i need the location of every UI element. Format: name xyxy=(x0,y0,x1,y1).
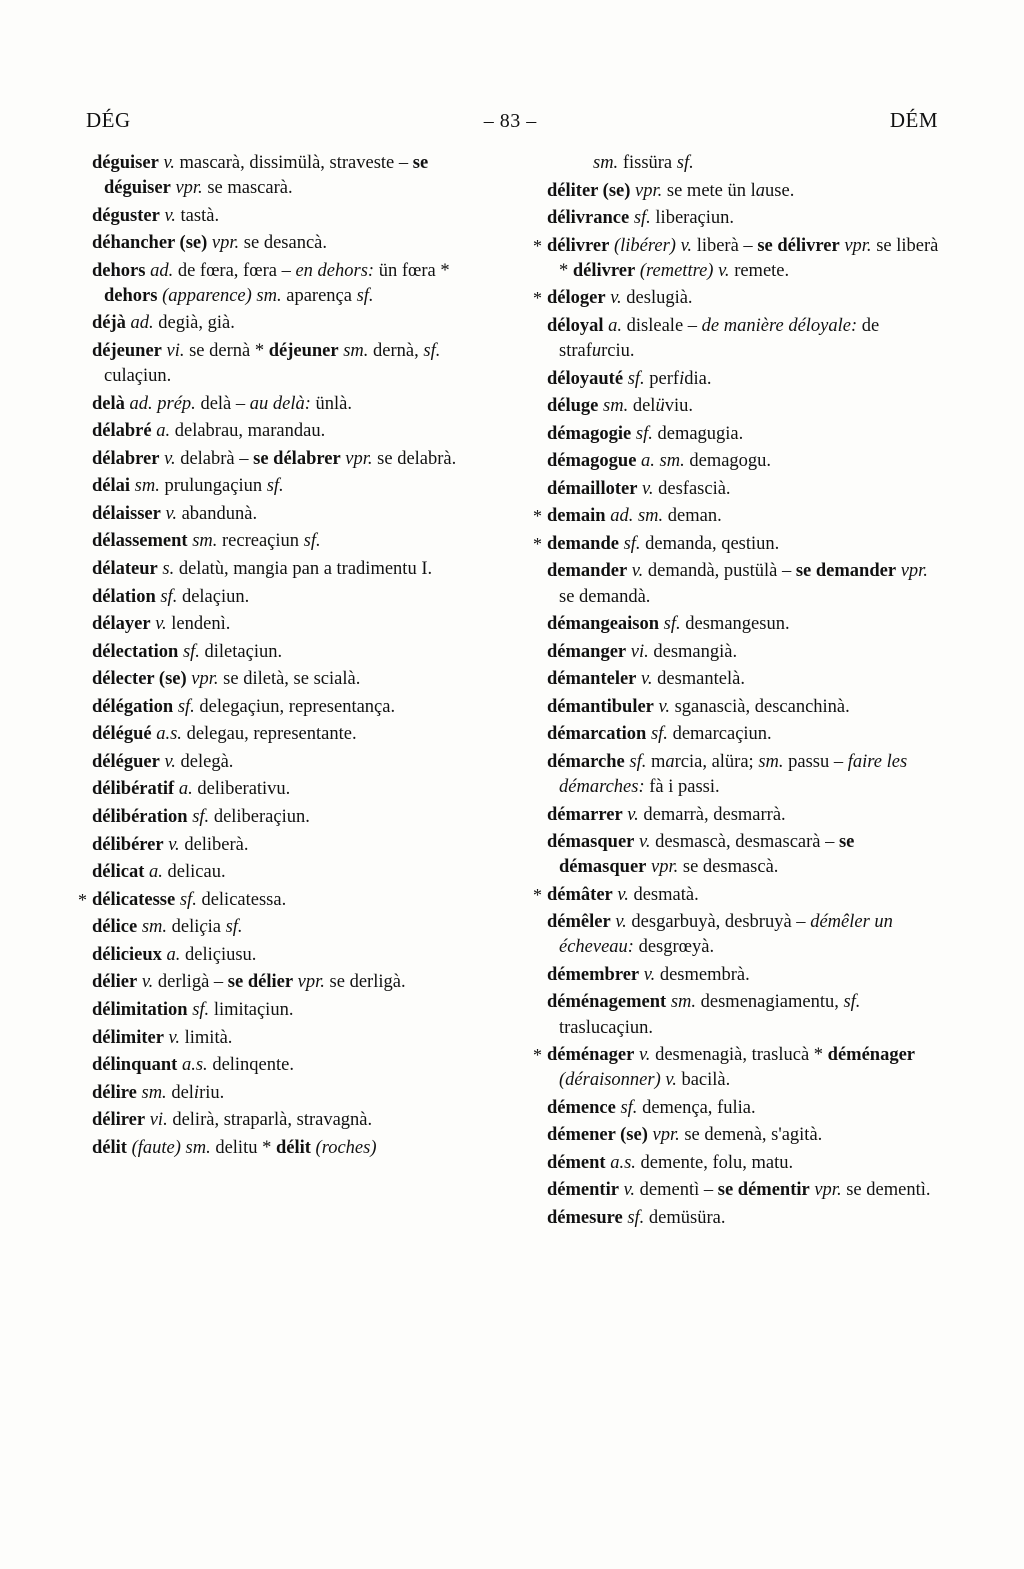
entry-text: délai sm. prulungaçiun sf. xyxy=(92,476,284,497)
entry-text: délabrer v. delabrà – se délabrer vpr. se delabrà. xyxy=(92,448,457,469)
entry-text: délibérer v. deliberà. xyxy=(92,834,249,855)
entry-text: démarrer v. demarrà, desmarrà. xyxy=(547,804,786,825)
dictionary-entry xyxy=(78,447,491,472)
dictionary-entry xyxy=(78,612,491,637)
entry-text: démener (se) vpr. se demenà, s'agità. xyxy=(547,1125,823,1146)
dictionary-entry xyxy=(533,449,946,474)
entry-text: déloger v. deslugià. xyxy=(547,288,693,309)
running-head-right: DÉM xyxy=(889,108,938,132)
entry-star-marker: * xyxy=(533,1045,542,1066)
entry-text: délégué a.s. delegau, representante. xyxy=(92,724,357,745)
dictionary-entry xyxy=(78,1081,491,1106)
dictionary-entry xyxy=(533,1096,946,1121)
columns-container xyxy=(78,151,946,1234)
dictionary-entry xyxy=(533,477,946,502)
entry-text: délibération sf. deliberaçiun. xyxy=(92,807,310,827)
entry-star-marker: * xyxy=(533,235,542,256)
entry-text: délation sf. delaçiun. xyxy=(92,586,250,607)
dictionary-entry xyxy=(533,612,946,637)
entry-text: délier v. derligà – se délier vpr. se derligà. xyxy=(92,972,406,993)
dictionary-entry xyxy=(533,830,946,880)
dictionary-entry xyxy=(533,722,946,747)
entry-text: démembrer v. desmembrà. xyxy=(547,964,750,985)
entry-text: démanteler v. desmantelà. xyxy=(547,669,745,690)
entry-text: déménager v. desmenagià, traslucà * déménager (déraisonner) v. bacilà. xyxy=(547,1045,916,1091)
entry-star-marker: * xyxy=(533,506,542,527)
entry-text: démentir v. dementì – se démentir vpr. se dementì. xyxy=(547,1180,931,1201)
entry-star-marker: * xyxy=(78,889,87,910)
dictionary-entry xyxy=(533,990,946,1040)
dictionary-entry xyxy=(78,777,491,802)
entry-text: délice sm. deliçia sf. xyxy=(92,917,243,938)
dictionary-entry xyxy=(533,803,946,828)
dictionary-entry xyxy=(78,502,491,527)
entry-text: délectation sf. diletaçiun. xyxy=(92,641,283,662)
entry-text: démêler v. desgarbuyà, desbruyà – démêler un écheveau: desgrœyà. xyxy=(547,912,893,958)
entry-text: déguster v. tastà. xyxy=(92,205,220,226)
running-head-left: DÉG xyxy=(86,108,131,132)
entry-text: délayer v. lendenì. xyxy=(92,614,231,635)
entry-text: démanger vi. desmangià. xyxy=(547,641,738,662)
entry-text: délivrance sf. liberaçiun. xyxy=(547,208,735,229)
entry-star-marker: * xyxy=(533,533,542,554)
entry-text: délecter (se) vpr. se diletà, se scialà. xyxy=(92,669,361,690)
dictionary-entry xyxy=(78,311,491,336)
dictionary-entry xyxy=(78,943,491,968)
entry-text: délégation sf. delegaçiun, representança. xyxy=(92,696,396,717)
entry-text: délit (faute) sm. delitu * délit (roches) xyxy=(92,1137,377,1158)
entry-text: déjà ad. degià, già. xyxy=(92,313,235,334)
dictionary-entry xyxy=(78,392,491,417)
dictionary-entry xyxy=(78,915,491,940)
dictionary-entry xyxy=(533,559,946,609)
entry-text: démailloter v. desfascià. xyxy=(547,478,731,499)
entry-text: délicieux a. deliçiusu. xyxy=(92,944,257,965)
running-head xyxy=(78,108,946,133)
dictionary-entry xyxy=(533,179,946,204)
entry-text: démesure sf. demüsüra. xyxy=(547,1207,726,1228)
dictionary-entry xyxy=(78,998,491,1023)
dictionary-entry xyxy=(533,1178,946,1203)
dictionary-entry xyxy=(78,1136,491,1161)
dictionary-entry xyxy=(78,151,491,201)
dictionary-entry xyxy=(78,750,491,775)
dictionary-entry xyxy=(533,314,946,364)
entry-text: délateur s. delatù, mangia pan a tradimentu I. xyxy=(92,558,433,579)
dictionary-entry xyxy=(533,640,946,665)
entry-text: déménagement sm. desmenagiamentu, sf. traslucaçiun. xyxy=(547,992,861,1038)
dictionary-entry xyxy=(533,1123,946,1148)
dictionary-entry xyxy=(533,883,946,908)
entry-text: délaisser v. abandunà. xyxy=(92,503,258,524)
dictionary-entry xyxy=(78,1026,491,1051)
dictionary-entry xyxy=(78,805,491,830)
entry-text: démarche sf. marcia, alüra; sm. passu – faire les démarches: fà i passi. xyxy=(547,751,908,797)
entry-text: déluge sm. delüviu. xyxy=(547,396,693,417)
dictionary-entry xyxy=(78,888,491,913)
entry-text: démasquer v. desmascà, desmascarà – se démasquer vpr. se desmascà. xyxy=(547,832,855,878)
page-number: – 83 – xyxy=(483,110,537,132)
entry-text: déhancher (se) vpr. se desancà. xyxy=(92,233,327,254)
dictionary-entry xyxy=(533,234,946,284)
entry-text: delà ad. prép. delà – au delà: ünlà. xyxy=(92,393,352,414)
dictionary-entry xyxy=(533,750,946,800)
entry-text: demain ad. sm. deman. xyxy=(547,506,722,527)
dictionary-entry xyxy=(533,695,946,720)
entry-text: démagogie sf. demagugia. xyxy=(547,423,744,444)
entry-text: démâter v. desmatà. xyxy=(547,884,699,905)
entry-text: dément a.s. demente, folu, matu. xyxy=(547,1152,794,1173)
entry-text: délassement sm. recreaçiun sf. xyxy=(92,531,321,552)
entry-text: délabré a. delabrau, marandau. xyxy=(92,421,326,442)
entry-text: démantibuler v. sganascià, descanchinà. xyxy=(547,696,850,717)
dictionary-entry xyxy=(533,1206,946,1231)
entry-text: dehors ad. de fœra, fœra – en dehors: ün fœra * dehors (apparence) sm. aparença sf. xyxy=(92,260,450,306)
dictionary-entry xyxy=(78,640,491,665)
entry-text: délibératif a. deliberativu. xyxy=(92,779,291,800)
dictionary-entry xyxy=(533,367,946,392)
dictionary-entry xyxy=(533,206,946,231)
entry-text: délivrer (libérer) v. liberà – se délivrer vpr. se liberà * délivrer (remettre) v. remete. xyxy=(547,235,939,281)
entry-text: demander v. demandà, pustülà – se demander vpr. se demandà. xyxy=(547,561,928,607)
dictionary-entry xyxy=(533,1151,946,1176)
dictionary-entry xyxy=(78,667,491,692)
entry-text: déloyal a. disleale – de manière déloyale: de strafurciu. xyxy=(547,315,880,361)
dictionary-entry xyxy=(78,231,491,256)
dictionary-entry xyxy=(533,151,946,176)
dictionary-entry xyxy=(78,419,491,444)
entry-text: déliter (se) vpr. se mete ün lause. xyxy=(547,180,795,201)
entry-text: délire sm. deliriu. xyxy=(92,1082,225,1103)
entry-text: sm. fissüra sf. xyxy=(593,153,694,173)
entry-star-marker: * xyxy=(533,884,542,905)
dictionary-entry xyxy=(78,529,491,554)
dictionary-entry xyxy=(533,504,946,529)
entry-text: délicatesse sf. delicatessa. xyxy=(92,889,287,910)
entry-text: délirer vi. delirà, straparlà, stravagnà. xyxy=(92,1110,373,1131)
dictionary-entry xyxy=(533,667,946,692)
dictionary-entry xyxy=(533,910,946,960)
entry-text: déjeuner vi. se dernà * déjeuner sm. dernà, sf. culaçiun. xyxy=(92,340,441,386)
dictionary-entry xyxy=(78,1108,491,1133)
entry-text: délimiter v. limità. xyxy=(92,1027,233,1048)
dictionary-entry xyxy=(533,286,946,311)
entry-text: déléguer v. delegà. xyxy=(92,751,234,772)
dictionary-entry xyxy=(533,532,946,557)
dictionary-entry xyxy=(533,394,946,419)
dictionary-entry xyxy=(78,557,491,582)
dictionary-entry xyxy=(78,204,491,229)
dictionary-entry xyxy=(533,1043,946,1093)
entry-text: déloyauté sf. perfidia. xyxy=(547,368,712,389)
dictionary-entry xyxy=(78,1053,491,1078)
dictionary-entry xyxy=(78,339,491,389)
dictionary-entry xyxy=(78,695,491,720)
dictionary-entry xyxy=(533,422,946,447)
entry-text: délicat a. delicau. xyxy=(92,862,226,883)
dictionary-entry xyxy=(533,963,946,988)
column-right xyxy=(533,151,946,1234)
column-left xyxy=(78,151,491,1163)
dictionary-entry xyxy=(78,722,491,747)
dictionary-entry xyxy=(78,259,491,309)
entry-text: délinquant a.s. delinqente. xyxy=(92,1055,294,1076)
dictionary-entry xyxy=(78,860,491,885)
dictionary-entry xyxy=(78,970,491,995)
entry-text: déguiser v. mascarà, dissimülà, straveste – se déguiser vpr. se mascarà. xyxy=(92,153,429,199)
entry-text: démagogue a. sm. demagogu. xyxy=(547,451,772,472)
entry-text: démangeaison sf. desmangesun. xyxy=(547,614,790,635)
entry-text: démarcation sf. demarcaçiun. xyxy=(547,724,772,745)
dictionary-entry xyxy=(78,474,491,499)
entry-text: demande sf. demanda, qestiun. xyxy=(547,533,780,554)
dictionary-entry xyxy=(78,833,491,858)
entry-star-marker: * xyxy=(533,288,542,309)
entry-text: démence sf. demença, fulia. xyxy=(547,1097,756,1118)
entry-text: délimitation sf. limitaçiun. xyxy=(92,999,294,1020)
dictionary-entry xyxy=(78,585,491,610)
